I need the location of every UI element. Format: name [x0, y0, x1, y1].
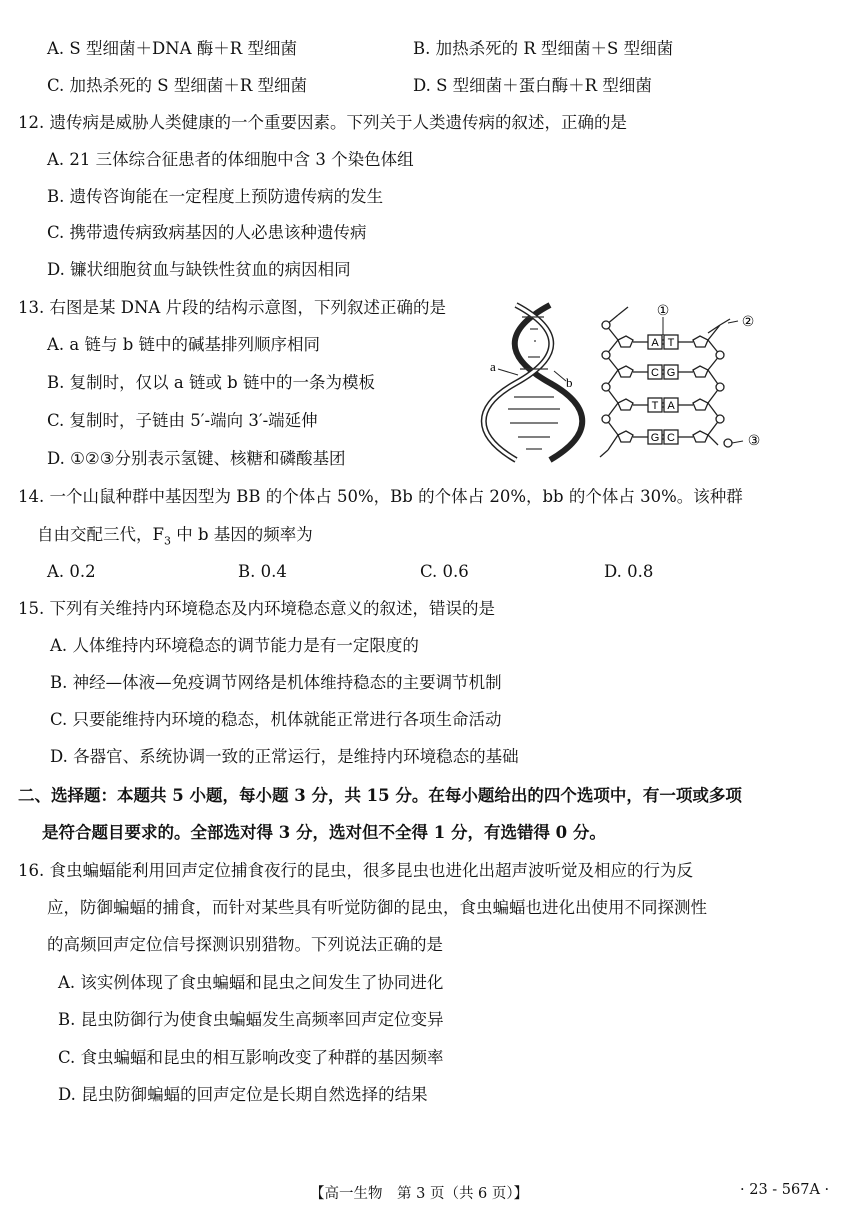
q16-option-c: C. 食虫蝙蝠和昆虫的相互影响改变了种群的基因频率	[58, 1048, 444, 1067]
q13-option-a: A. a 链与 b 链中的碱基排列顺序相同	[47, 335, 321, 354]
page-footer-title: 【高一生物 第 3 页（共 6 页）】	[310, 1186, 529, 1202]
base-pair-1-right: T	[667, 337, 675, 349]
q12-stem: 12. 遗传病是威胁人类健康的一个重要因素。下列关于人类遗传病的叙述，正确的是	[18, 113, 627, 132]
strand-label-a: a	[490, 359, 496, 374]
q12-option-a: A. 21 三体综合征患者的体细胞中含 3 个染色体组	[47, 150, 414, 169]
q14-option-b: B. 0.4	[238, 562, 287, 581]
q14-option-c: C. 0.6	[420, 562, 469, 581]
marker-2: ②	[741, 314, 755, 330]
q13-option-d: D. ①②③分别表示氢键、核糖和磷酸基团	[47, 449, 346, 468]
base-pair-4-right: C	[667, 432, 675, 444]
q16-option-d: D. 昆虫防御蝙蝠的回声定位是长期自然选择的结果	[58, 1085, 428, 1104]
q11-option-d: D. S 型细菌＋蛋白酶＋R 型细菌	[413, 76, 652, 95]
q16-stem-line2: 应，防御蝙蝠的捕食，而针对某些具有听觉防御的昆虫，食虫蝙蝠也进化出使用不同探测性	[47, 898, 707, 917]
q16-option-a: A. 该实例体现了食虫蝙蝠和昆虫之间发生了协同进化	[58, 973, 444, 992]
marker-3: ③	[747, 433, 761, 449]
marker-1: ①	[656, 303, 670, 319]
q13-option-b: B. 复制时，仅以 a 链或 b 链中的一条为模板	[47, 373, 375, 392]
base-pair-2-left: C	[651, 367, 659, 379]
q11-option-a: A. S 型细菌＋DNA 酶＋R 型细菌	[47, 39, 297, 58]
q15-stem: 15. 下列有关维持内环境稳态及内环境稳态意义的叙述，错误的是	[18, 599, 495, 618]
q12-option-c: C. 携带遗传病致病基因的人必患该种遗传病	[47, 223, 367, 242]
section2-header-line1: 二、选择题：本题共 5 小题，每小题 3 分，共 15 分。在每小题给出的四个选项中，有一项或多项	[18, 786, 742, 805]
q12-option-b: B. 遗传咨询能在一定程度上预防遗传病的发生	[47, 187, 384, 206]
dna-ladder-diagram	[600, 307, 732, 457]
base-pair-3-left: T	[651, 400, 659, 412]
q14-stem-line1: 14. 一个山鼠种群中基因型为 BB 的个体占 50%，Bb 的个体占 20%，bb 的个体占 30%。该种群	[18, 487, 743, 506]
page-footer-code: · 23 - 567A ·	[740, 1182, 830, 1198]
base-pair-1-left: A	[651, 337, 659, 349]
q15-option-b: B. 神经—体液—免疫调节网络是机体维持稳态的主要调节机制	[50, 673, 502, 692]
q15-option-d: D. 各器官、系统协调一致的正常运行，是维持内环境稳态的基础	[50, 747, 519, 766]
q15-option-a: A. 人体维持内环境稳态的调节能力是有一定限度的	[50, 636, 419, 655]
q14-option-d: D. 0.8	[604, 562, 654, 581]
q14-stem-line2-post: 中 b 基因的频率为	[170, 525, 313, 544]
base-pair-4-left: G	[650, 432, 660, 444]
q14-option-a: A. 0.2	[47, 562, 96, 581]
strand-label-b: b	[566, 375, 573, 390]
section2-header-line2: 是符合题目要求的。全部选对得 3 分，选对但不全得 1 分，有选错得 0 分。	[42, 823, 606, 842]
base-pair-2-right: G	[666, 367, 676, 379]
q15-option-c: C. 只要能维持内环境的稳态，机体就能正常进行各项生命活动	[50, 710, 502, 729]
q13-option-c: C. 复制时，子链由 5′-端向 3′-端延伸	[47, 411, 318, 430]
q11-option-c: C. 加热杀死的 S 型细菌＋R 型细菌	[47, 76, 307, 95]
q16-stem-line1: 16. 食虫蝙蝠能利用回声定位捕食夜行的昆虫，很多昆虫也进化出超声波听觉及相应的行为反	[18, 861, 693, 880]
q12-option-d: D. 镰状细胞贫血与缺铁性贫血的病因相同	[47, 260, 351, 279]
q14-stem-line2	[37, 524, 313, 552]
q14-subscript: 3	[163, 534, 171, 548]
q13-stem: 13. 右图是某 DNA 片段的结构示意图，下列叙述正确的是	[18, 298, 447, 317]
q16-stem-line3: 的高频回声定位信号探测识别猎物。下列说法正确的是	[47, 935, 443, 954]
q16-option-b: B. 昆虫防御行为使食虫蝙蝠发生高频率回声定位变异	[58, 1010, 444, 1029]
base-pair-3-right: A	[667, 400, 675, 412]
q14-stem-line2-pre: 自由交配三代，F	[37, 525, 164, 544]
q11-option-b: B. 加热杀死的 R 型细菌＋S 型细菌	[413, 39, 674, 58]
dna-structure-figure	[478, 295, 778, 475]
